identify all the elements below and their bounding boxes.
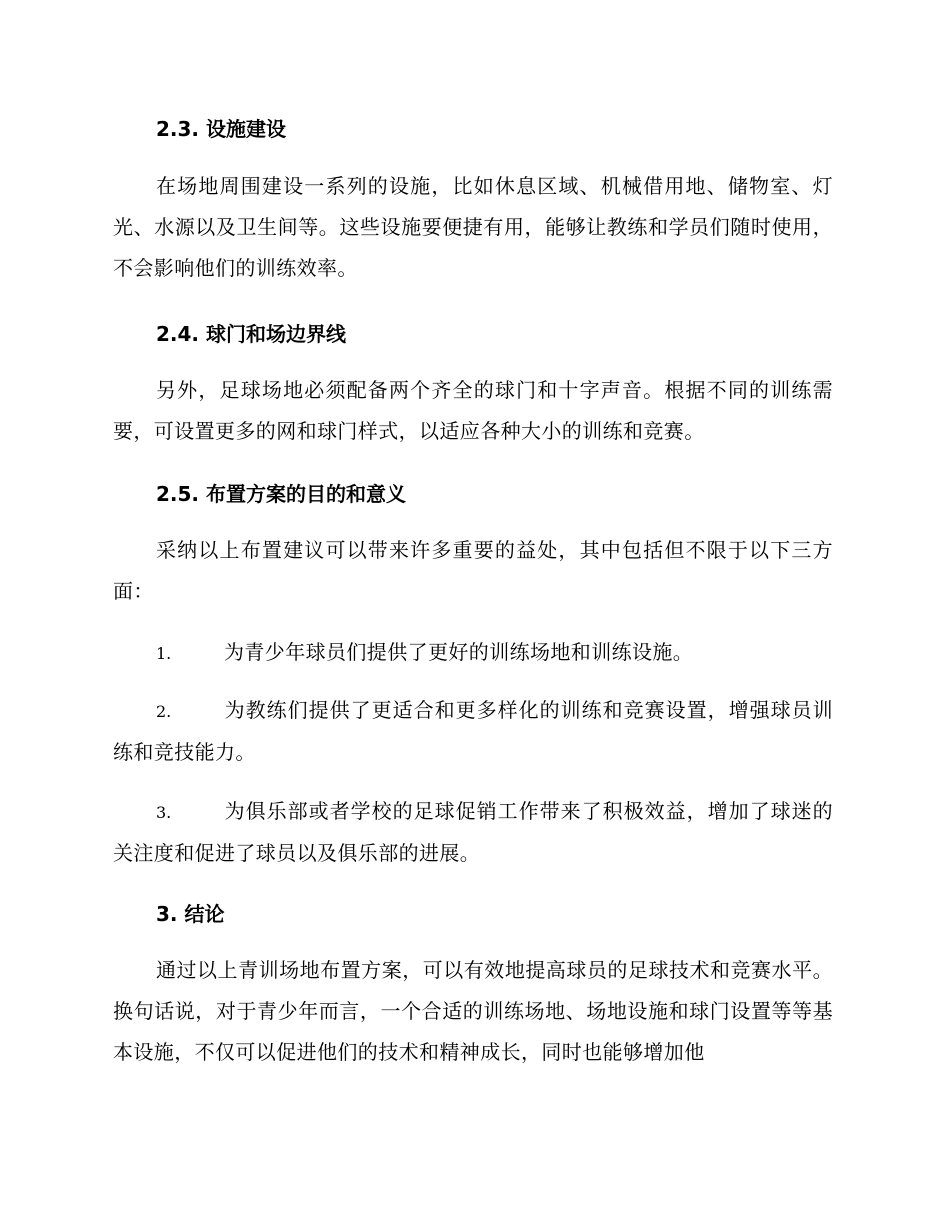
list-item-text: 为俱乐部或者学校的足球促销工作带来了积极效益，增加了球迷的关注度和促进了球员以及俱乐部的进展。 — [113, 799, 833, 865]
section-2-5-heading: 2.5. 布置方案的目的和意义 — [156, 482, 406, 506]
section-2-3-paragraph: 在场地周围建设一系列的设施，比如休息区域、机械借用地、储物室、灯光、水源以及卫生间等。这些设施要便捷有用，能够让教练和学员们随时使用，不会影响他们的训练效率。 — [113, 174, 833, 280]
list-item-number: 3. — [156, 803, 172, 822]
section-3-paragraph: 通过以上青训场地布置方案，可以有效地提高球员的足球技术和竞赛水平。换句话说，对于青少年而言，一个合适的训练场地、场地设施和球门设置等等基本设施，不仅可以促进他们的技术和精神成长，同时也能够增加他 — [113, 958, 833, 1064]
section-3-heading: 3. 结论 — [156, 902, 225, 926]
list-item-number: 2. — [156, 702, 172, 721]
list-item-text: 为教练们提供了更适合和更多样化的训练和竞赛设置，增强球员训练和竞技能力。 — [113, 698, 833, 764]
list-item — [113, 632, 833, 674]
section-2-4-paragraph: 另外，足球场地必须配备两个齐全的球门和十字声音。根据不同的训练需要，可设置更多的网和球门样式，以适应各种大小的训练和竞赛。 — [113, 378, 833, 443]
list-item-number: 1. — [156, 644, 172, 663]
list-item — [113, 690, 833, 773]
list-item — [113, 791, 833, 874]
section-2-3-heading: 2.3. 设施建设 — [156, 117, 286, 141]
list-item-text: 为青少年球员们提供了更好的训练场地和训练设施。 — [224, 640, 694, 664]
section-2-4-heading: 2.4. 球门和场边界线 — [156, 322, 346, 346]
section-2-5-paragraph: 采纳以上布置建议可以带来许多重要的益处，其中包括但不限于以下三方面： — [113, 538, 833, 603]
